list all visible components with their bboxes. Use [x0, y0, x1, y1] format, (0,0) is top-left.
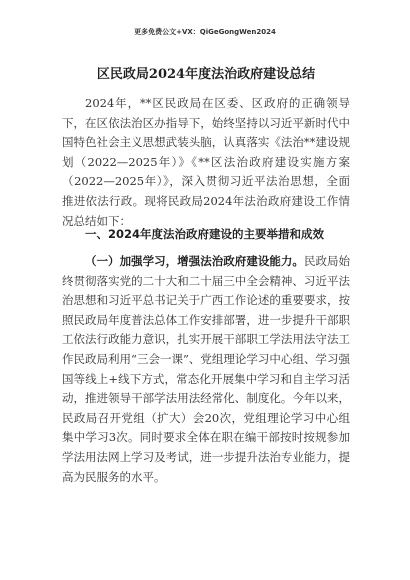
- subsection-heading: （一）加强学习，增强法治政府建设能力。: [85, 254, 304, 268]
- header-note: 更多免费公文+VX：QiGeGongWen2024: [134, 28, 276, 36]
- subsection-body: 民政局始终贯彻落实党的二十大和二十届三中全会精神、习近平法治思想和习近平总书记关于广西工作论述的重要要求，按照民政局年度普法总体工作安排部署，进一步提升干部职工依法行政能力意识，扎实开展干部职工学法用法守法工作民政局利用“三会一课”、党组理论学习中心组、学习强国等线上+线下方式，常态化开展集中学习和自主学习活动，推进领导干部学法用法经常化、制度化。今年以来，民政局召开党组（扩大）会20次，党组理论学习中心组集中学习3次。同时要求全体在职在编干部按时按规参加学法用法网上学习及考试，进一步提升法治专业能力，提高为民服务的水平。: [62, 254, 351, 484]
- intro-paragraph: 2024年，**区民政局在区委、区政府的正确领导下，在区依法治区办指导下，始终坚持以习近平新时代中国特色社会主义思想武装头脑，认真落实《法治**建设规划（2022—2025年）》《**区法治政府建设实施方案（2022—2025年）》，深入贯彻习近平法治思想，全面推进依法行政。现将民政局2024年法治政府建设工作情况总结如下：: [62, 96, 350, 228]
- section-heading: 一、2024年度法治政府建设的主要举措和成效: [85, 227, 325, 241]
- document-title: 区民政局2024年度法治政府建设总结: [96, 67, 316, 82]
- subsection-paragraph: [62, 252, 350, 487]
